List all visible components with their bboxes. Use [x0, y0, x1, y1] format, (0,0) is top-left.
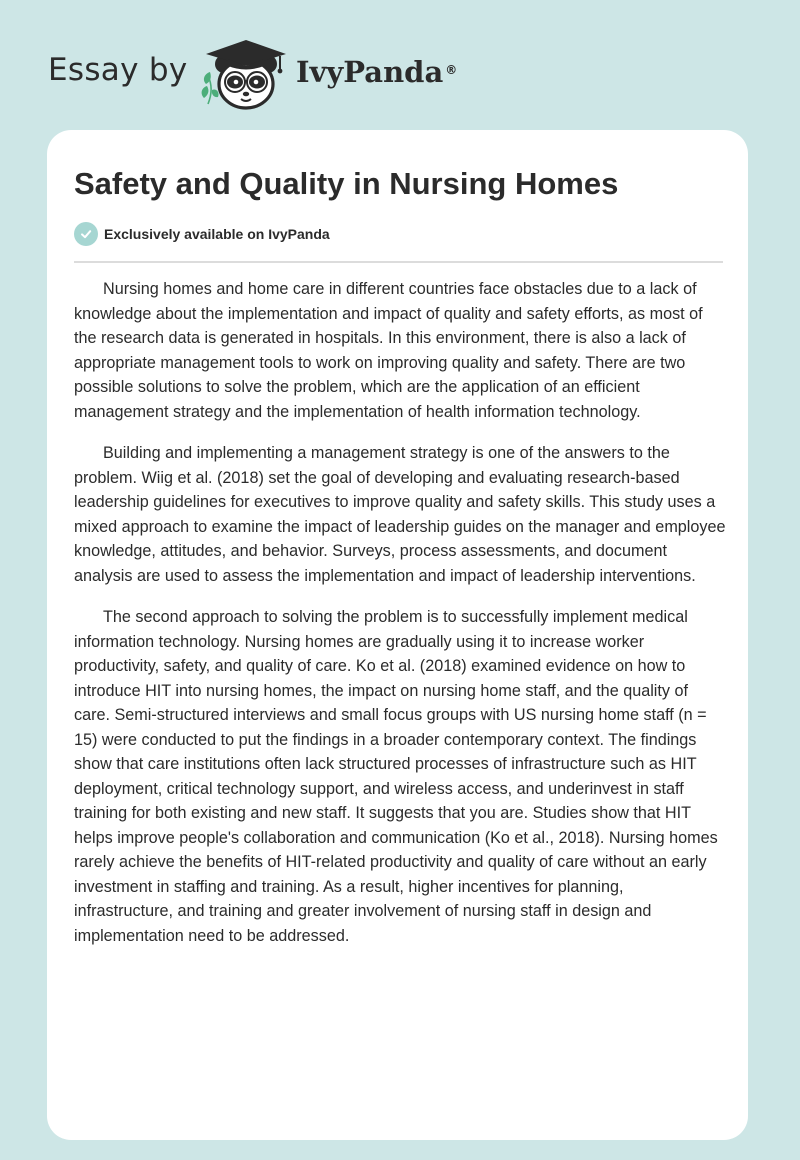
brand-label: IvyPanda — [296, 55, 444, 89]
essay-card — [47, 130, 748, 1140]
divider — [74, 261, 723, 263]
ivypanda-logo-icon[interactable] — [198, 32, 294, 112]
page-title: Safety and Quality in Nursing Homes — [74, 166, 619, 201]
paragraph: The second approach to solving the problem is to successfully implement medical information technology. Nursing homes are gradually using it to increase worker productivity, safety, and quality of care. Ko et al. (2018) examined evidence on how to introduce HIT into nursing homes, the impact on nursing home staff, and the quality of care. Semi-structured interviews and small focus groups with US nursing home staff (n = 15) were conducted to put the findings in a broader contemporary context. The findings show that care institutions often lack structured processes of infrastructure such as HIT deployment, critical technology support, and wireless access, and underinvest in staff training for both existing and new staff. It suggests that you are. Studies show that HIT helps improve people's collaboration and communication (Ko et al., 2018). Nursing homes rarely achieve the benefits of HIT-related productivity and quality of care without an early investment in staffing and training. As a result, higher incentives for planning, infrastructure, and training and greater involvement of nursing staff in design and implementation need to be addressed. — [74, 608, 718, 945]
registered-mark: ® — [445, 63, 458, 77]
brand-name[interactable] — [296, 52, 457, 92]
exclusive-badge-label: Exclusively available on IvyPanda — [104, 226, 330, 242]
essay-body — [74, 277, 726, 965]
exclusive-badge — [74, 222, 330, 246]
paragraph: Nursing homes and home care in different countries face obstacles due to a lack of knowledge about the implementation and impact of quality and safety efforts, as most of the research data is generated in hospitals. In this environment, there is also a lack of appropriate management tools to work on improving quality and safety. There are two possible solutions to solve the problem, which are the application of an efficient management strategy and the implementation of health information technology. — [74, 280, 703, 421]
paragraph: Building and implementing a management strategy is one of the answers to the problem. Wiig et al. (2018) set the goal of developing and evaluating research-based leadership guidelines for executives to improve quality and safety skills. This study uses a mixed approach to examine the impact of leadership guides on the manager and employee knowledge, attitudes, and behavior. Surveys, process assessments, and document analysis are used to assess the implementation and impact of leadership interventions. — [74, 444, 726, 585]
check-circle-icon — [74, 222, 98, 246]
essay-by-label: Essay by — [48, 52, 188, 88]
site-header — [0, 0, 800, 130]
